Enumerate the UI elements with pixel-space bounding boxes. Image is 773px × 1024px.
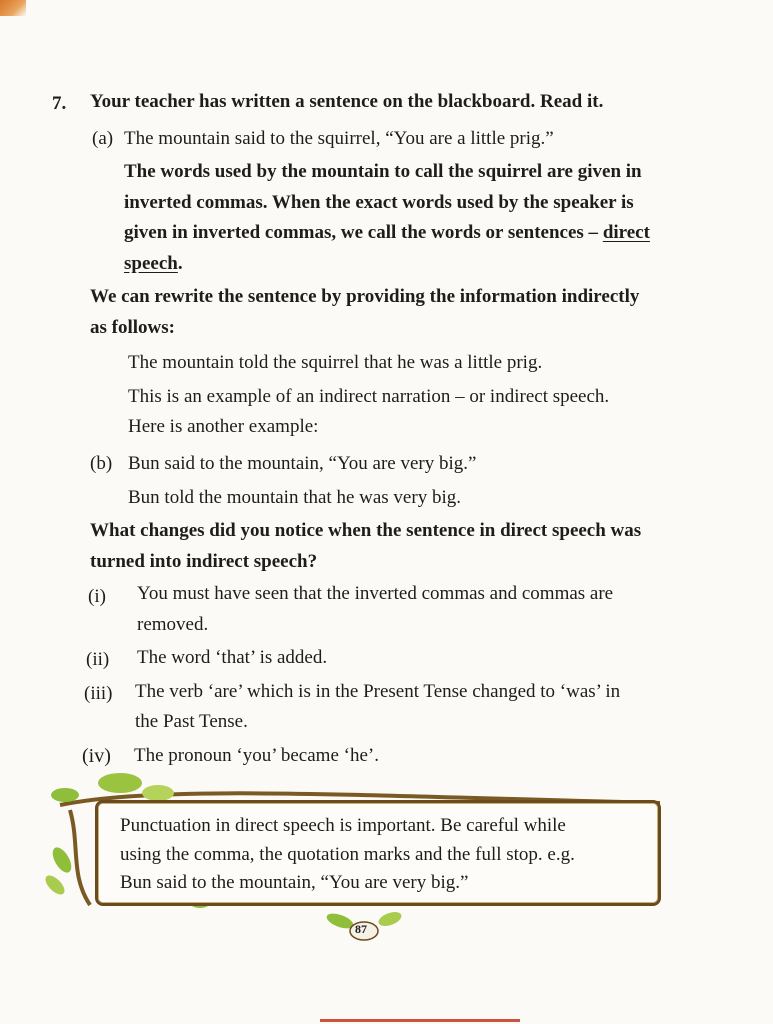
- changes-question-line-1: What changes did you notice when the sentence in direct speech was: [90, 520, 642, 541]
- direct-term: direct: [602, 222, 650, 243]
- rewrite-line-1: We can rewrite the sentence by providing the information indirectly: [90, 286, 640, 307]
- tip-line: using the comma, the quotation marks and the full stop. e.g.: [120, 844, 575, 865]
- explanation-line-4: [124, 252, 183, 276]
- leaf-icon: [377, 909, 404, 928]
- leaf-icon: [42, 872, 67, 897]
- change-item-line: The verb ‘are’ which is in the Present Tense changed to ‘was’ in: [135, 681, 621, 702]
- change-item-label: (iv): [82, 745, 111, 767]
- part-a-label: (a): [92, 128, 114, 149]
- leaf-icon: [142, 785, 174, 801]
- leaf-icon: [98, 773, 142, 793]
- tip-line: Bun said to the mountain, “You are very big.”: [120, 872, 469, 893]
- change-item-label: (ii): [86, 649, 110, 670]
- change-item-line: removed.: [137, 614, 209, 635]
- page-corner-decoration: [0, 0, 26, 16]
- question-number: 7.: [52, 93, 67, 114]
- explanation-line-2: inverted commas. When the exact words used by the speaker is: [124, 192, 634, 213]
- speech-term: speech: [124, 253, 178, 274]
- part-b-label: (b): [90, 453, 113, 474]
- leaf-icon: [51, 788, 79, 802]
- explanation-line-3-text: given in inverted commas, we call the words or sentences –: [124, 222, 603, 243]
- leaf-icon: [49, 844, 75, 875]
- change-item-label: (iii): [84, 683, 113, 704]
- part-a-sentence: The mountain said to the squirrel, “You are a little prig.”: [124, 128, 554, 149]
- explanation-line-1: The words used by the mountain to call the squirrel are given in: [124, 161, 642, 182]
- change-item-label: (i): [88, 586, 106, 607]
- change-item-line: You must have seen that the inverted commas and commas are: [137, 583, 614, 604]
- tip-line: Punctuation in direct speech is important. Be careful while: [120, 815, 566, 836]
- change-item-line: the Past Tense.: [135, 711, 248, 732]
- part-b-direct: Bun said to the mountain, “You are very big.”: [128, 453, 477, 474]
- part-b-indirect: Bun told the mountain that he was very big.: [128, 487, 461, 508]
- bottom-accent-line: [320, 1019, 520, 1022]
- question-prompt: Your teacher has written a sentence on the blackboard. Read it.: [90, 91, 604, 112]
- changes-question-line-2: turned into indirect speech?: [90, 551, 318, 572]
- page-number: 87: [355, 922, 367, 936]
- indirect-line-2: Here is another example:: [128, 416, 319, 437]
- change-item-line: The pronoun ‘you’ became ‘he’.: [134, 745, 379, 766]
- explanation-line-3: [124, 221, 650, 245]
- indirect-example: The mountain told the squirrel that he was a little prig.: [128, 352, 543, 373]
- indirect-line-1: This is an example of an indirect narration – or indirect speech.: [128, 386, 610, 407]
- speech-term-period: .: [177, 253, 183, 274]
- change-item-line: The word ‘that’ is added.: [137, 647, 328, 668]
- rewrite-line-2: as follows:: [90, 317, 175, 338]
